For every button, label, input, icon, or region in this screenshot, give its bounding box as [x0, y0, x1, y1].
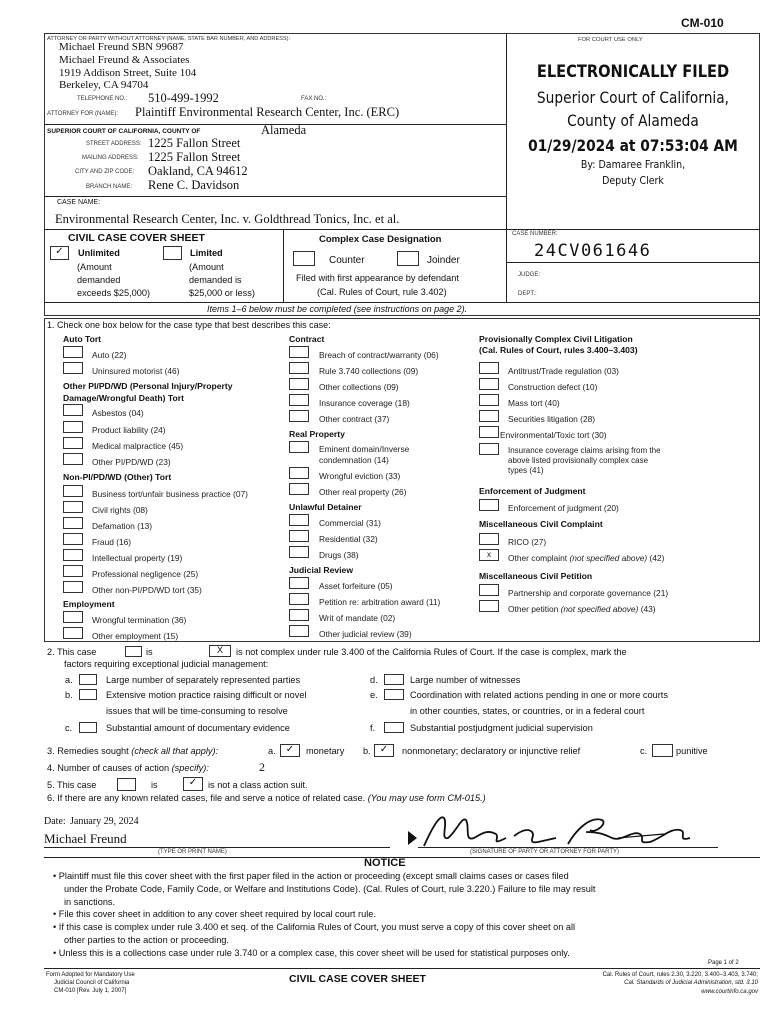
- notice-b3-2: other parties to the action or proceeding.: [64, 935, 229, 945]
- construction-checkbox[interactable]: [479, 378, 499, 390]
- counter-label: Counter: [329, 255, 365, 266]
- unlimited-checkbox[interactable]: [50, 246, 69, 260]
- divider: [283, 229, 284, 302]
- divider: [506, 262, 760, 263]
- item2-d-letter: d.: [370, 675, 378, 685]
- case-number-label: CASE NUMBER:: [512, 231, 558, 237]
- contract-heading: Contract: [289, 334, 325, 344]
- wrongful-term-checkbox[interactable]: [63, 611, 83, 623]
- divider: [44, 229, 760, 230]
- filed-line1: Filed with first appearance by defendant: [296, 273, 459, 283]
- item2-b-text-2: issues that will be time-consuming to resolve: [106, 706, 288, 716]
- court-mailing: 1225 Fallon Street: [148, 150, 241, 164]
- telephone-label: TELEPHONE NO.:: [77, 96, 128, 102]
- item2-a-letter: a.: [65, 675, 73, 685]
- other-complaint-code: (42): [649, 553, 665, 563]
- prov-complex-heading-2: (Cal. Rules of Court, rules 3.400–3.403): [479, 345, 638, 355]
- securities-label: Securities litigation (28): [508, 414, 596, 424]
- employment-heading: Employment: [63, 599, 115, 609]
- item4-instruction: (specify):: [171, 763, 209, 773]
- writ-checkbox[interactable]: [289, 609, 309, 621]
- fax-label: FAX NO.:: [301, 96, 327, 102]
- dept-label: DEPT.:: [518, 291, 537, 297]
- partnership-checkbox[interactable]: [479, 584, 499, 596]
- other-pipdwd-checkbox[interactable]: [63, 453, 83, 465]
- writ-label: Writ of mandate (02): [319, 613, 396, 623]
- product-checkbox[interactable]: [63, 421, 83, 433]
- asset-label: Asset forfeiture (05): [319, 581, 393, 591]
- efile-stamp-line3: County of Alameda: [567, 111, 699, 130]
- medical-label: Medical malpractice (45): [92, 441, 184, 451]
- item2-isnot-check: X: [216, 645, 223, 655]
- residential-checkbox[interactable]: [289, 530, 309, 542]
- counter-checkbox[interactable]: [293, 251, 315, 266]
- signature-label: (SIGNATURE OF PARTY OR ATTORNEY FOR PARTY): [470, 849, 620, 855]
- wrongful-evict-label: Wrongful eviction (33): [319, 471, 401, 481]
- notice-b4: • Unless this is a collections case under rule 3.740 or a complex case, this cover sheet will be used for statistical purposes only.: [53, 948, 570, 958]
- notice-b1-3: in sanctions.: [64, 897, 116, 907]
- enforcement-label: Enforcement of judgment (20): [508, 503, 619, 513]
- unlimited-label: Unlimited: [78, 248, 120, 258]
- professional-label: Professional negligence (25): [92, 569, 199, 579]
- auto-checkbox[interactable]: [63, 346, 83, 358]
- footer-left-3: CM-010 [Rev. July 1, 2007]: [54, 988, 127, 994]
- footer-rule: [44, 968, 760, 969]
- environmental-label: Environmental/Toxic tort (30): [500, 430, 607, 440]
- other-contract-checkbox[interactable]: [289, 410, 309, 422]
- case-number-value: 24CV061646: [534, 241, 652, 261]
- other-complaint-qualifier: (not specified above): [569, 553, 648, 563]
- attorney-for-label: ATTORNEY FOR (NAME):: [47, 111, 119, 117]
- item3-label: 3. Remedies sought: [47, 746, 129, 756]
- attorney-firm: Michael Freund & Associates: [59, 54, 190, 66]
- enforcement-heading: Enforcement of Judgment: [479, 486, 586, 496]
- joinder-label: Joinder: [427, 255, 460, 266]
- unlimited-sub2: demanded: [77, 275, 121, 285]
- other-complaint-label: [508, 553, 664, 563]
- limited-sub3: $25,000 or less): [189, 288, 255, 298]
- item2-a-checkbox[interactable]: [79, 674, 97, 685]
- item6-text: [47, 793, 486, 803]
- drugs-label: Drugs (38): [319, 550, 359, 560]
- attorney-for-value: Plaintiff Environmental Research Center, Inc. (ERC): [135, 105, 400, 119]
- limited-checkbox[interactable]: [163, 246, 182, 260]
- item2-line2: factors requiring exceptional judicial management:: [64, 659, 269, 669]
- item6-form-reference: (You may use form CM-015.): [367, 793, 486, 803]
- item2-f-letter: f.: [370, 723, 376, 733]
- item4-text: [47, 763, 209, 773]
- other-complaint-checkbox[interactable]: [479, 549, 499, 561]
- divider: [44, 196, 506, 197]
- notice-b3-1: • If this case is complex under rule 3.400 et seq. of the California Rules of Court, you must serve a copy of this cover sheet on all: [53, 922, 576, 932]
- signature-arrow-icon: [408, 831, 417, 845]
- medical-checkbox[interactable]: [63, 437, 83, 449]
- item2-b-letter: b.: [65, 690, 73, 700]
- fraud-checkbox[interactable]: [63, 533, 83, 545]
- branch-label: BRANCH NAME:: [86, 184, 133, 190]
- unlawful-detainer-heading: Unlawful Detainer: [289, 502, 362, 512]
- civil-rights-label: Civil rights (08): [92, 505, 148, 515]
- enforcement-checkbox[interactable]: [479, 499, 499, 511]
- monetary-checkbox[interactable]: [280, 744, 300, 757]
- monetary-label: monetary: [306, 746, 345, 756]
- joinder-checkbox[interactable]: [397, 251, 419, 266]
- non-pi-heading: Non-PI/PD/WD (Other) Tort: [63, 472, 172, 482]
- construction-label: Construction defect (10): [508, 382, 598, 392]
- attorney-label: ATTORNEY OR PARTY WITHOUT ATTORNEY (NAME, STATE BAR NUMBER, AND ADDRESS):: [47, 36, 291, 42]
- rico-label: RICO (27): [508, 537, 547, 547]
- rule3740-checkbox[interactable]: [289, 362, 309, 374]
- efile-stamp-line4: 01/29/2024 at 07:53:04 AM: [528, 136, 738, 155]
- breach-checkbox[interactable]: [289, 346, 309, 358]
- other-collections-label: Other collections (09): [319, 382, 399, 392]
- efile-stamp-line1: ELECTRONICALLY FILED: [536, 62, 730, 82]
- other-complaint-check: x: [487, 550, 491, 559]
- eminent-label-2: condemnation (14): [319, 455, 389, 465]
- notice-title: NOTICE: [364, 857, 406, 869]
- ins-claims-label-3: types (41): [508, 466, 544, 475]
- nonmonetary-label: nonmonetary; declaratory or injunctive relief: [402, 746, 581, 756]
- ip-checkbox[interactable]: [63, 549, 83, 561]
- item3-text: [47, 746, 218, 756]
- court-label: SUPERIOR COURT OF CALIFORNIA, COUNTY OF: [47, 128, 201, 135]
- item5-text: 5. This case: [47, 780, 97, 790]
- item2-e-letter: e.: [370, 690, 378, 700]
- ip-label: Intellectual property (19): [92, 553, 183, 563]
- antitrust-label: Antitrust/Trade regulation (03): [508, 366, 619, 376]
- form-number: CM-010: [681, 16, 724, 30]
- item2-b-text-1: Extensive motion practice raising difficult or novel: [106, 690, 307, 700]
- date-value: January 29, 2024: [70, 816, 139, 827]
- case-name-label: CASE NAME:: [57, 199, 101, 206]
- attorney-name: Michael Freund SBN 99687: [59, 41, 184, 53]
- item2-e-text-1: Coordination with related actions pending in one or more courts: [410, 690, 668, 700]
- mass-tort-label: Mass tort (40): [508, 398, 560, 408]
- filed-line2: (Cal. Rules of Court, rule 3.402): [317, 287, 447, 297]
- rule3740-label: Rule 3.740 collections (09): [319, 366, 419, 376]
- other-petition-label: [508, 604, 656, 614]
- nonmonetary-checkbox[interactable]: [374, 744, 394, 757]
- item2-is-checkbox[interactable]: [125, 646, 142, 657]
- item3-b-letter: b.: [363, 746, 371, 756]
- other-judicial-label: Other judicial review (39): [319, 629, 412, 639]
- nonmonetary-check: ✓: [379, 744, 389, 755]
- fraud-label: Fraud (16): [92, 537, 132, 547]
- notice-b1-1: • Plaintiff must file this cover sheet with the first paper filed in the action or proceeding (except small claims cases or cases filed: [53, 871, 569, 881]
- footer-title: CIVIL CASE COVER SHEET: [289, 973, 426, 985]
- efile-stamp-line6: Deputy Clerk: [602, 174, 664, 187]
- class-action-is-checkbox[interactable]: [117, 778, 136, 791]
- item4-label: 4. Number of causes of action: [47, 763, 170, 773]
- securities-checkbox[interactable]: [479, 410, 499, 422]
- drugs-checkbox[interactable]: [289, 546, 309, 558]
- misc-complaint-heading: Miscellaneous Civil Complaint: [479, 519, 603, 529]
- limited-sub1: (Amount: [189, 262, 224, 272]
- item2-f-text: Substantial postjudgment judicial supervision: [410, 723, 593, 733]
- class-action-isnot-label: is not a class action suit.: [208, 780, 308, 790]
- efile-stamp-line5: By: Damaree Franklin,: [580, 158, 686, 171]
- footer-left-1: Form Adopted for Mandatory Use: [46, 972, 135, 978]
- other-non-pi-label: Other non-PI/PD/WD tort (35): [92, 585, 202, 595]
- punitive-label: punitive: [676, 746, 708, 756]
- court-street: 1225 Fallon Street: [148, 136, 241, 150]
- judge-label: JUDGE:: [518, 272, 541, 278]
- class-action-isnot-checkbox[interactable]: [183, 777, 203, 791]
- ins-claims-label-1: Insurance coverage claims arising from the: [508, 446, 661, 455]
- auto-tort-heading: Auto Tort: [63, 334, 102, 344]
- residential-label: Residential (32): [319, 534, 378, 544]
- other-petition-checkbox[interactable]: [479, 600, 499, 612]
- punitive-checkbox[interactable]: [652, 744, 673, 757]
- item3-instruction: (check all that apply):: [131, 746, 219, 756]
- item2-e-text-2: in other counties, states, or countries, or in a federal court: [410, 706, 645, 716]
- misc-petition-heading: Miscellaneous Civil Petition: [479, 571, 593, 581]
- limited-sub2: demanded is: [189, 275, 242, 285]
- commercial-checkbox[interactable]: [289, 514, 309, 526]
- court-county: Alameda: [261, 123, 307, 137]
- mailing-label: MAILING ADDRESS:: [82, 155, 139, 161]
- court-branch: Rene C. Davidson: [148, 178, 240, 192]
- date-label: Date:: [44, 816, 66, 827]
- notice-b1-2: under the Probate Code, Family Code, or Welfare and Institutions Code). (Cal. Rules of Court, rule 3.220.) Failure to file may result: [64, 884, 596, 894]
- efile-stamp-line2: Superior Court of California,: [536, 88, 730, 107]
- insurance-cov-label: Insurance coverage (18): [319, 398, 410, 408]
- product-label: Product liability (24): [92, 425, 166, 435]
- other-petition-qualifier: (not specified above): [560, 604, 639, 614]
- item2-isnot-checkbox[interactable]: [209, 645, 231, 657]
- partnership-label: Partnership and corporate governance (21): [508, 588, 669, 598]
- item6-instruction: 6. If there are any known related cases, file and serve a notice of related case.: [47, 793, 366, 803]
- item1-intro: 1. Check one box below for the case type that best describes this case:: [47, 320, 331, 330]
- name-line: [44, 847, 390, 848]
- city-label: CITY AND ZIP CODE:: [75, 169, 135, 175]
- other-pi-heading-2: Damage/Wrongful Death) Tort: [63, 393, 184, 403]
- divider: [44, 302, 760, 303]
- street-label: STREET ADDRESS:: [86, 141, 142, 147]
- complex-title: Complex Case Designation: [319, 234, 442, 245]
- breach-label: Breach of contract/warranty (06): [319, 350, 439, 360]
- asbestos-checkbox[interactable]: [63, 404, 83, 416]
- other-real-label: Other real property (26): [319, 487, 407, 497]
- item2-c-checkbox[interactable]: [79, 722, 97, 733]
- other-real-checkbox[interactable]: [289, 483, 309, 495]
- other-pi-heading-1: Other PI/PD/WD (Personal Injury/Property: [63, 381, 233, 391]
- signature-image: [418, 808, 698, 852]
- footer-right-2: Cal. Standards of Judicial Administration, std. 3.10: [624, 980, 758, 986]
- class-action-isnot-check: ✓: [188, 777, 198, 788]
- telephone-value: 510-499-1992: [148, 91, 219, 105]
- item3-a-letter: a.: [268, 746, 276, 756]
- uninsured-label: Uninsured motorist (46): [92, 366, 180, 376]
- asbestos-label: Asbestos (04): [92, 408, 144, 418]
- item2-e-checkbox[interactable]: [384, 689, 404, 700]
- ins-claims-label-2: above listed provisionally complex case: [508, 456, 649, 465]
- unlimited-check: ✓: [55, 246, 64, 257]
- business-checkbox[interactable]: [63, 485, 83, 497]
- other-petition-code: (43): [640, 604, 656, 614]
- other-complaint-text: Other complaint: [508, 553, 568, 563]
- signature-line: [418, 847, 718, 848]
- item2-d-checkbox[interactable]: [384, 674, 404, 685]
- page-number: Page 1 of 2: [708, 960, 739, 966]
- other-employment-label: Other employment (15): [92, 631, 179, 641]
- court-use-label: FOR COURT USE ONLY: [578, 37, 643, 43]
- unlimited-sub3: exceeds $25,000): [77, 288, 151, 298]
- ins-claims-checkbox[interactable]: [479, 443, 499, 455]
- other-petition-text: Other petition: [508, 604, 559, 614]
- judicial-review-heading: Judicial Review: [289, 565, 354, 575]
- auto-label: Auto (22): [92, 350, 127, 360]
- other-non-pi-checkbox[interactable]: [63, 581, 83, 593]
- commercial-label: Commercial (31): [319, 518, 381, 528]
- business-label: Business tort/unfair business practice (07): [92, 489, 248, 499]
- defamation-label: Defamation (13): [92, 521, 153, 531]
- wrongful-term-label: Wrongful termination (36): [92, 615, 187, 625]
- item2-d-text: Large number of witnesses: [410, 675, 521, 685]
- petition-arb-label: Petition re: arbitration award (11): [319, 597, 441, 607]
- defamation-checkbox[interactable]: [63, 517, 83, 529]
- other-judicial-checkbox[interactable]: [289, 625, 309, 637]
- asset-checkbox[interactable]: [289, 577, 309, 589]
- mass-tort-checkbox[interactable]: [479, 394, 499, 406]
- eminent-checkbox[interactable]: [289, 441, 309, 453]
- insurance-cov-checkbox[interactable]: [289, 394, 309, 406]
- court-city: Oakland, CA 94612: [148, 164, 248, 178]
- other-employment-checkbox[interactable]: [63, 627, 83, 639]
- other-collections-checkbox[interactable]: [289, 378, 309, 390]
- item2-c-letter: c.: [65, 723, 73, 733]
- unlimited-sub1: (Amount: [77, 262, 112, 272]
- item2-is-label: is: [146, 647, 153, 657]
- case-name-value: Environmental Research Center, Inc. v. Goldthread Tonics, Inc. et al.: [55, 212, 400, 226]
- civil-rights-checkbox[interactable]: [63, 501, 83, 513]
- rico-checkbox[interactable]: [479, 533, 499, 545]
- item2-f-checkbox[interactable]: [384, 722, 404, 733]
- other-pipdwd-label: Other PI/PD/WD (23): [92, 457, 171, 467]
- footer-right-3: www.courtinfo.ca.gov: [701, 989, 758, 995]
- professional-checkbox[interactable]: [63, 565, 83, 577]
- footer-right-1: Cal. Rules of Court, rules 2.30, 3.220, 3.400–3.403, 3.740;: [602, 972, 758, 978]
- item2-c-text: Substantial amount of documentary evidence: [106, 723, 290, 733]
- prov-complex-heading-1: Provisionally Complex Civil Litigation: [479, 334, 633, 344]
- class-action-is-label: is: [151, 780, 158, 790]
- item2-a-text: Large number of separately represented parties: [106, 675, 301, 685]
- petition-arb-checkbox[interactable]: [289, 593, 309, 605]
- item2-b-checkbox[interactable]: [79, 689, 97, 700]
- footer-left-2: Judicial Council of California: [54, 980, 130, 986]
- notice-b2: • File this cover sheet in addition to any cover sheet required by local court rule.: [53, 909, 376, 919]
- type-name-label: (TYPE OR PRINT NAME): [158, 849, 227, 855]
- eminent-label-1: Eminent domain/Inverse: [319, 444, 410, 454]
- environmental-checkbox[interactable]: [479, 426, 499, 438]
- monetary-check: ✓: [285, 744, 295, 755]
- other-contract-label: Other contract (37): [319, 414, 390, 424]
- antitrust-checkbox[interactable]: [479, 362, 499, 374]
- item3-c-letter: c.: [640, 746, 648, 756]
- item2-text-a: 2. This case: [47, 647, 97, 657]
- items-note: Items 1–6 below must be completed (see instructions on page 2).: [207, 304, 468, 314]
- causes-value: 2: [259, 760, 265, 774]
- limited-label: Limited: [190, 248, 223, 258]
- wrongful-evict-checkbox[interactable]: [289, 467, 309, 479]
- uninsured-checkbox[interactable]: [63, 362, 83, 374]
- item2-text-b: is not complex under rule 3.400 of the California Rules of Court. If the case is complex, mark the: [236, 647, 627, 657]
- cover-title: CIVIL CASE COVER SHEET: [68, 232, 205, 244]
- signer-name: Michael Freund: [44, 831, 127, 846]
- attorney-street: 1919 Addison Street, Suite 104: [59, 67, 197, 79]
- real-property-heading: Real Property: [289, 429, 345, 439]
- attorney-city: Berkeley, CA 94704: [59, 79, 149, 91]
